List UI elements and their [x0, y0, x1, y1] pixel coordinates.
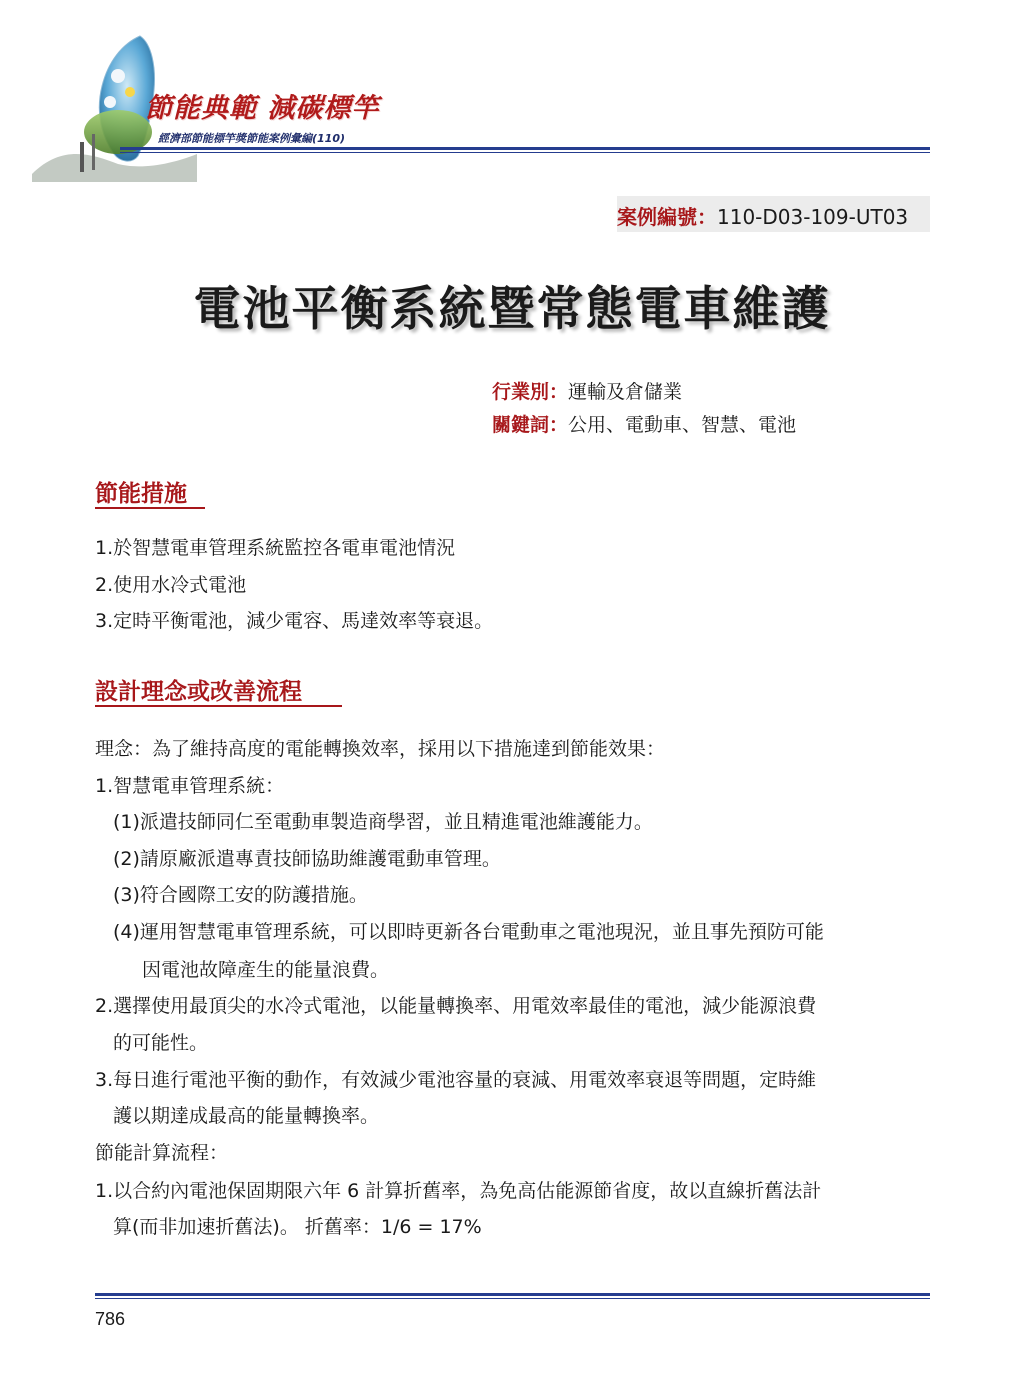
list-item: 1.於智慧電車管理系統監控各電車電池情況 [95, 537, 456, 559]
case-number-value: 110-D03-109-UT03 [717, 205, 909, 229]
section-heading-measures: 節能措施 [95, 481, 187, 507]
paragraph-line: 1.以合約內電池保固期限六年 6 計算折舊率，為免高估能源節省度，故以直線折舊法計 [95, 1180, 822, 1202]
paragraph-line: (2)請原廠派遣專責技師協助維護電動車管理。 [113, 848, 501, 870]
brand-title: 節能典範 減碳標竿 [145, 93, 380, 124]
header-rule [120, 147, 930, 150]
case-number-label: 案例編號： [617, 205, 717, 229]
section-underline [95, 507, 205, 509]
paragraph-line: 1.智慧電車管理系統： [95, 775, 285, 797]
paragraph-line: 的可能性。 [113, 1032, 209, 1054]
paragraph-line: 節能計算流程： [95, 1142, 229, 1164]
footer-rule [95, 1293, 930, 1296]
keywords-value: 公用、電動車、智慧、電池 [568, 414, 797, 436]
paragraph-line: 理念：為了維持高度的電能轉換效率，採用以下措施達到節能效果： [95, 738, 666, 760]
keywords-row [492, 410, 796, 437]
list-item: 2.使用水冷式電池 [95, 574, 247, 596]
industry-label: 行業別： [492, 381, 569, 403]
paragraph-line: (4)運用智慧電車管理系統，可以即時更新各台電動車之電池現況，並且事先預防可能 [113, 921, 824, 943]
brand-subtitle: 經濟部節能標竿獎節能案例彙編(110) [158, 132, 346, 145]
paragraph-line: 護以期達成最高的能量轉換率。 [113, 1105, 380, 1127]
paragraph-line: 因電池故障產生的能量浪費。 [142, 959, 390, 981]
page-number: 786 [95, 1309, 126, 1329]
industry-row [492, 377, 682, 404]
section-underline [95, 705, 342, 707]
paragraph-line: 2.選擇使用最頂尖的水冷式電池，以能量轉換率、用電效率最佳的電池，減少能源浪費 [95, 995, 817, 1017]
footer-rule-thin [95, 1298, 930, 1299]
keywords-label: 關鍵詞： [492, 414, 569, 436]
case-number [617, 196, 930, 232]
paragraph-line: (3)符合國際工安的防護措施。 [113, 884, 368, 906]
industry-value: 運輸及倉儲業 [568, 381, 683, 403]
section-heading-design: 設計理念或改善流程 [95, 679, 302, 705]
paragraph-line: 算(而非加速折舊法)。 折舊率：1/6 = 17% [113, 1216, 482, 1238]
paragraph-line: 3.每日進行電池平衡的動作，有效減少電池容量的衰減、用電效率衰退等問題，定時維 [95, 1069, 817, 1091]
paragraph-line: (1)派遣技師同仁至電動車製造商學習，並且精進電池維護能力。 [113, 811, 653, 833]
document-title: 電池平衡系統暨常態電車維護 [193, 282, 831, 337]
header-rule-thin [120, 152, 930, 153]
list-item: 3.定時平衡電池，減少電容、馬達效率等衰退。 [95, 610, 494, 632]
